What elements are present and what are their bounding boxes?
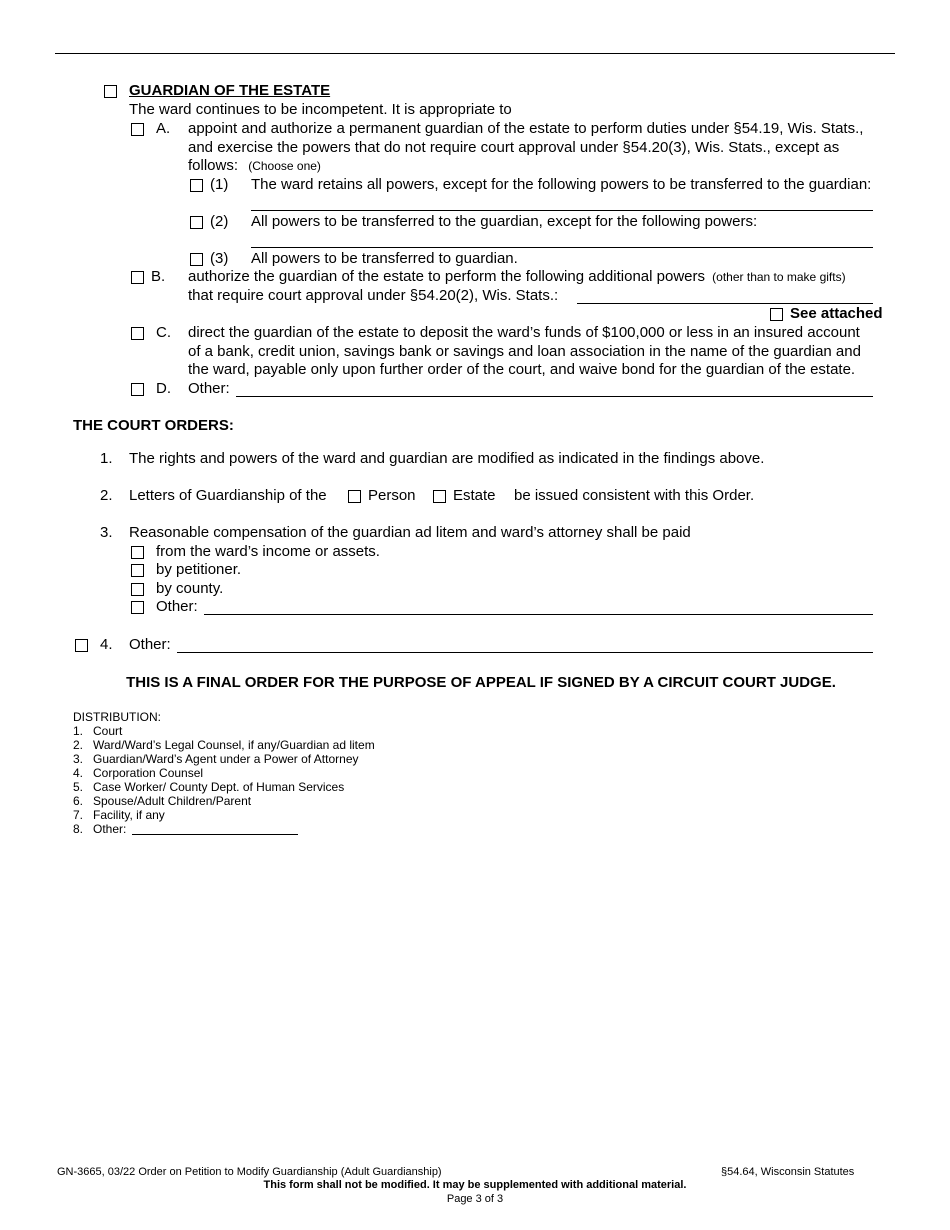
- estate-b-letter: B.: [151, 268, 166, 285]
- order-3-text: Reasonable compensation of the guardian ad litem and ward’s attorney shall be paid: [129, 524, 691, 541]
- distribution-item: Spouse/Adult Children/Parent: [93, 794, 252, 808]
- distribution-item-number: 1.: [73, 724, 84, 738]
- see-attached-checkbox[interactable]: [770, 308, 783, 321]
- estate-a-opt1-checkbox[interactable]: [190, 179, 203, 192]
- estate-c-line2: of a bank, credit union, savings bank or savings and loan association in the name of the guardian and: [188, 343, 861, 360]
- distribution-item-number: 6.: [73, 794, 84, 808]
- order-2-num: 2.: [100, 487, 113, 504]
- estate-a-opt2-checkbox[interactable]: [190, 216, 203, 229]
- estate-a-opt3-text: All powers to be transferred to guardian.: [251, 250, 518, 267]
- estate-a-opt3-checkbox[interactable]: [190, 253, 203, 266]
- distribution-item-number: 2.: [73, 738, 84, 752]
- order-3-opt3-checkbox[interactable]: [131, 583, 144, 596]
- estate-intro: The ward continues to be incompetent. It is appropriate to: [129, 101, 512, 118]
- order-4-label: Other:: [129, 636, 171, 653]
- footer-statute: §54.64, Wisconsin Statutes: [721, 1166, 855, 1178]
- order-3-opt4-label: Other:: [156, 598, 198, 615]
- order-2-person-label: Person: [368, 487, 416, 504]
- distribution-item-number: 7.: [73, 808, 84, 822]
- estate-d-letter: D.: [156, 380, 171, 397]
- estate-a-line2: and exercise the powers that do not require court approval under §54.20(3), Wis. Stats., except as: [188, 139, 840, 156]
- distribution-item: Case Worker/ County Dept. of Human Services: [93, 780, 345, 794]
- order-3-opt1-label: from the ward’s income or assets.: [156, 543, 380, 560]
- distribution-other-fill-line[interactable]: [132, 834, 298, 835]
- order-1-text: The rights and powers of the ward and guardian are modified as indicated in the findings above.: [129, 450, 765, 467]
- estate-b-line1-text: authorize the guardian of the estate to perform the following additional powers: [188, 268, 705, 285]
- order-3-opt2-label: by petitioner.: [156, 561, 242, 578]
- estate-a-opt2-fill-line[interactable]: [251, 247, 873, 248]
- estate-a-opt1-text: The ward retains all powers, except for the following powers to be transferred to the guardian:: [251, 176, 872, 193]
- distribution-item: Other:: [93, 822, 127, 836]
- estate-b-line1: [188, 268, 846, 285]
- order-2-estate-label: Estate: [453, 487, 496, 504]
- distribution-item: Guardian/Ward’s Agent under a Power of Attorney: [93, 752, 359, 766]
- order-2-tail: be issued consistent with this Order.: [514, 487, 755, 504]
- estate-a-follows: follows:: [188, 157, 239, 174]
- footer-form-id: GN-3665, 03/22 Order on Petition to Modify Guardianship (Adult Guardianship): [57, 1166, 442, 1178]
- distribution-item-number: 3.: [73, 752, 84, 766]
- estate-c-checkbox[interactable]: [131, 327, 144, 340]
- estate-a-choose-one: (Choose one): [248, 159, 321, 173]
- estate-d-label: Other:: [188, 380, 230, 397]
- estate-a-opt1-num: (1): [210, 176, 229, 193]
- footer-page-number: Page 3 of 3: [446, 1193, 504, 1205]
- estate-a-opt1-fill-line[interactable]: [251, 210, 873, 211]
- order-1-num: 1.: [100, 450, 113, 467]
- court-orders-heading: THE COURT ORDERS:: [73, 417, 234, 434]
- estate-d-checkbox[interactable]: [131, 383, 144, 396]
- estate-b-fill-line[interactable]: [577, 303, 873, 304]
- order-3-opt2-checkbox[interactable]: [131, 564, 144, 577]
- estate-heading: GUARDIAN OF THE ESTATE: [129, 82, 331, 99]
- order-4-checkbox[interactable]: [75, 639, 88, 652]
- order-3-opt3-label: by county.: [156, 580, 224, 597]
- distribution-item: Facility, if any: [93, 808, 165, 822]
- estate-a-line3: [188, 157, 321, 174]
- distribution-item: Court: [93, 724, 123, 738]
- order-2-person-checkbox[interactable]: [348, 490, 361, 503]
- distribution-item: Ward/Ward’s Legal Counsel, if any/Guardian ad litem: [93, 738, 375, 752]
- estate-b-checkbox[interactable]: [131, 271, 144, 284]
- see-attached-label: See attached: [790, 305, 883, 322]
- final-order-notice: THIS IS A FINAL ORDER FOR THE PURPOSE OF APPEAL IF SIGNED BY A CIRCUIT COURT JUDGE.: [126, 674, 836, 691]
- estate-a-line1: appoint and authorize a permanent guardian of the estate to perform duties under §54.19, Wis. Stats.,: [188, 120, 864, 137]
- order-2-text: Letters of Guardianship of the: [129, 487, 327, 504]
- footer-notice: This form shall not be modified. It may be supplemented with additional material.: [263, 1179, 687, 1191]
- estate-a-opt2-text: All powers to be transferred to the guardian, except for the following powers:: [251, 213, 758, 230]
- distribution-item-number: 5.: [73, 780, 84, 794]
- order-2-estate-checkbox[interactable]: [433, 490, 446, 503]
- order-3-opt4-checkbox[interactable]: [131, 601, 144, 614]
- estate-a-letter: A.: [156, 120, 171, 137]
- estate-c-line3: the ward, payable only upon further order of the court, and waive bond for the guardian of the estate.: [188, 361, 856, 378]
- estate-a-opt3-num: (3): [210, 250, 229, 267]
- estate-c-letter: C.: [156, 324, 171, 341]
- order-4-num: 4.: [100, 636, 113, 653]
- top-rule: [55, 53, 895, 54]
- distribution-item-number: 4.: [73, 766, 84, 780]
- distribution-item: Corporation Counsel: [93, 766, 204, 780]
- estate-d-fill-line[interactable]: [236, 396, 873, 397]
- estate-a-checkbox[interactable]: [131, 123, 144, 136]
- estate-checkbox[interactable]: [104, 85, 117, 98]
- order-3-other-fill-line[interactable]: [204, 614, 873, 615]
- distribution-item-number: 8.: [73, 822, 84, 836]
- estate-b-line2: that require court approval under §54.20(2), Wis. Stats.:: [188, 287, 559, 304]
- order-4-fill-line[interactable]: [177, 652, 873, 653]
- order-3-num: 3.: [100, 524, 113, 541]
- order-3-opt1-checkbox[interactable]: [131, 546, 144, 559]
- estate-c-line1: direct the guardian of the estate to deposit the ward’s funds of $100,000 or less in an insured account: [188, 324, 860, 341]
- estate-a-opt2-num: (2): [210, 213, 229, 230]
- estate-b-line1-note: (other than to make gifts): [712, 270, 846, 284]
- distribution-heading: DISTRIBUTION:: [73, 710, 162, 724]
